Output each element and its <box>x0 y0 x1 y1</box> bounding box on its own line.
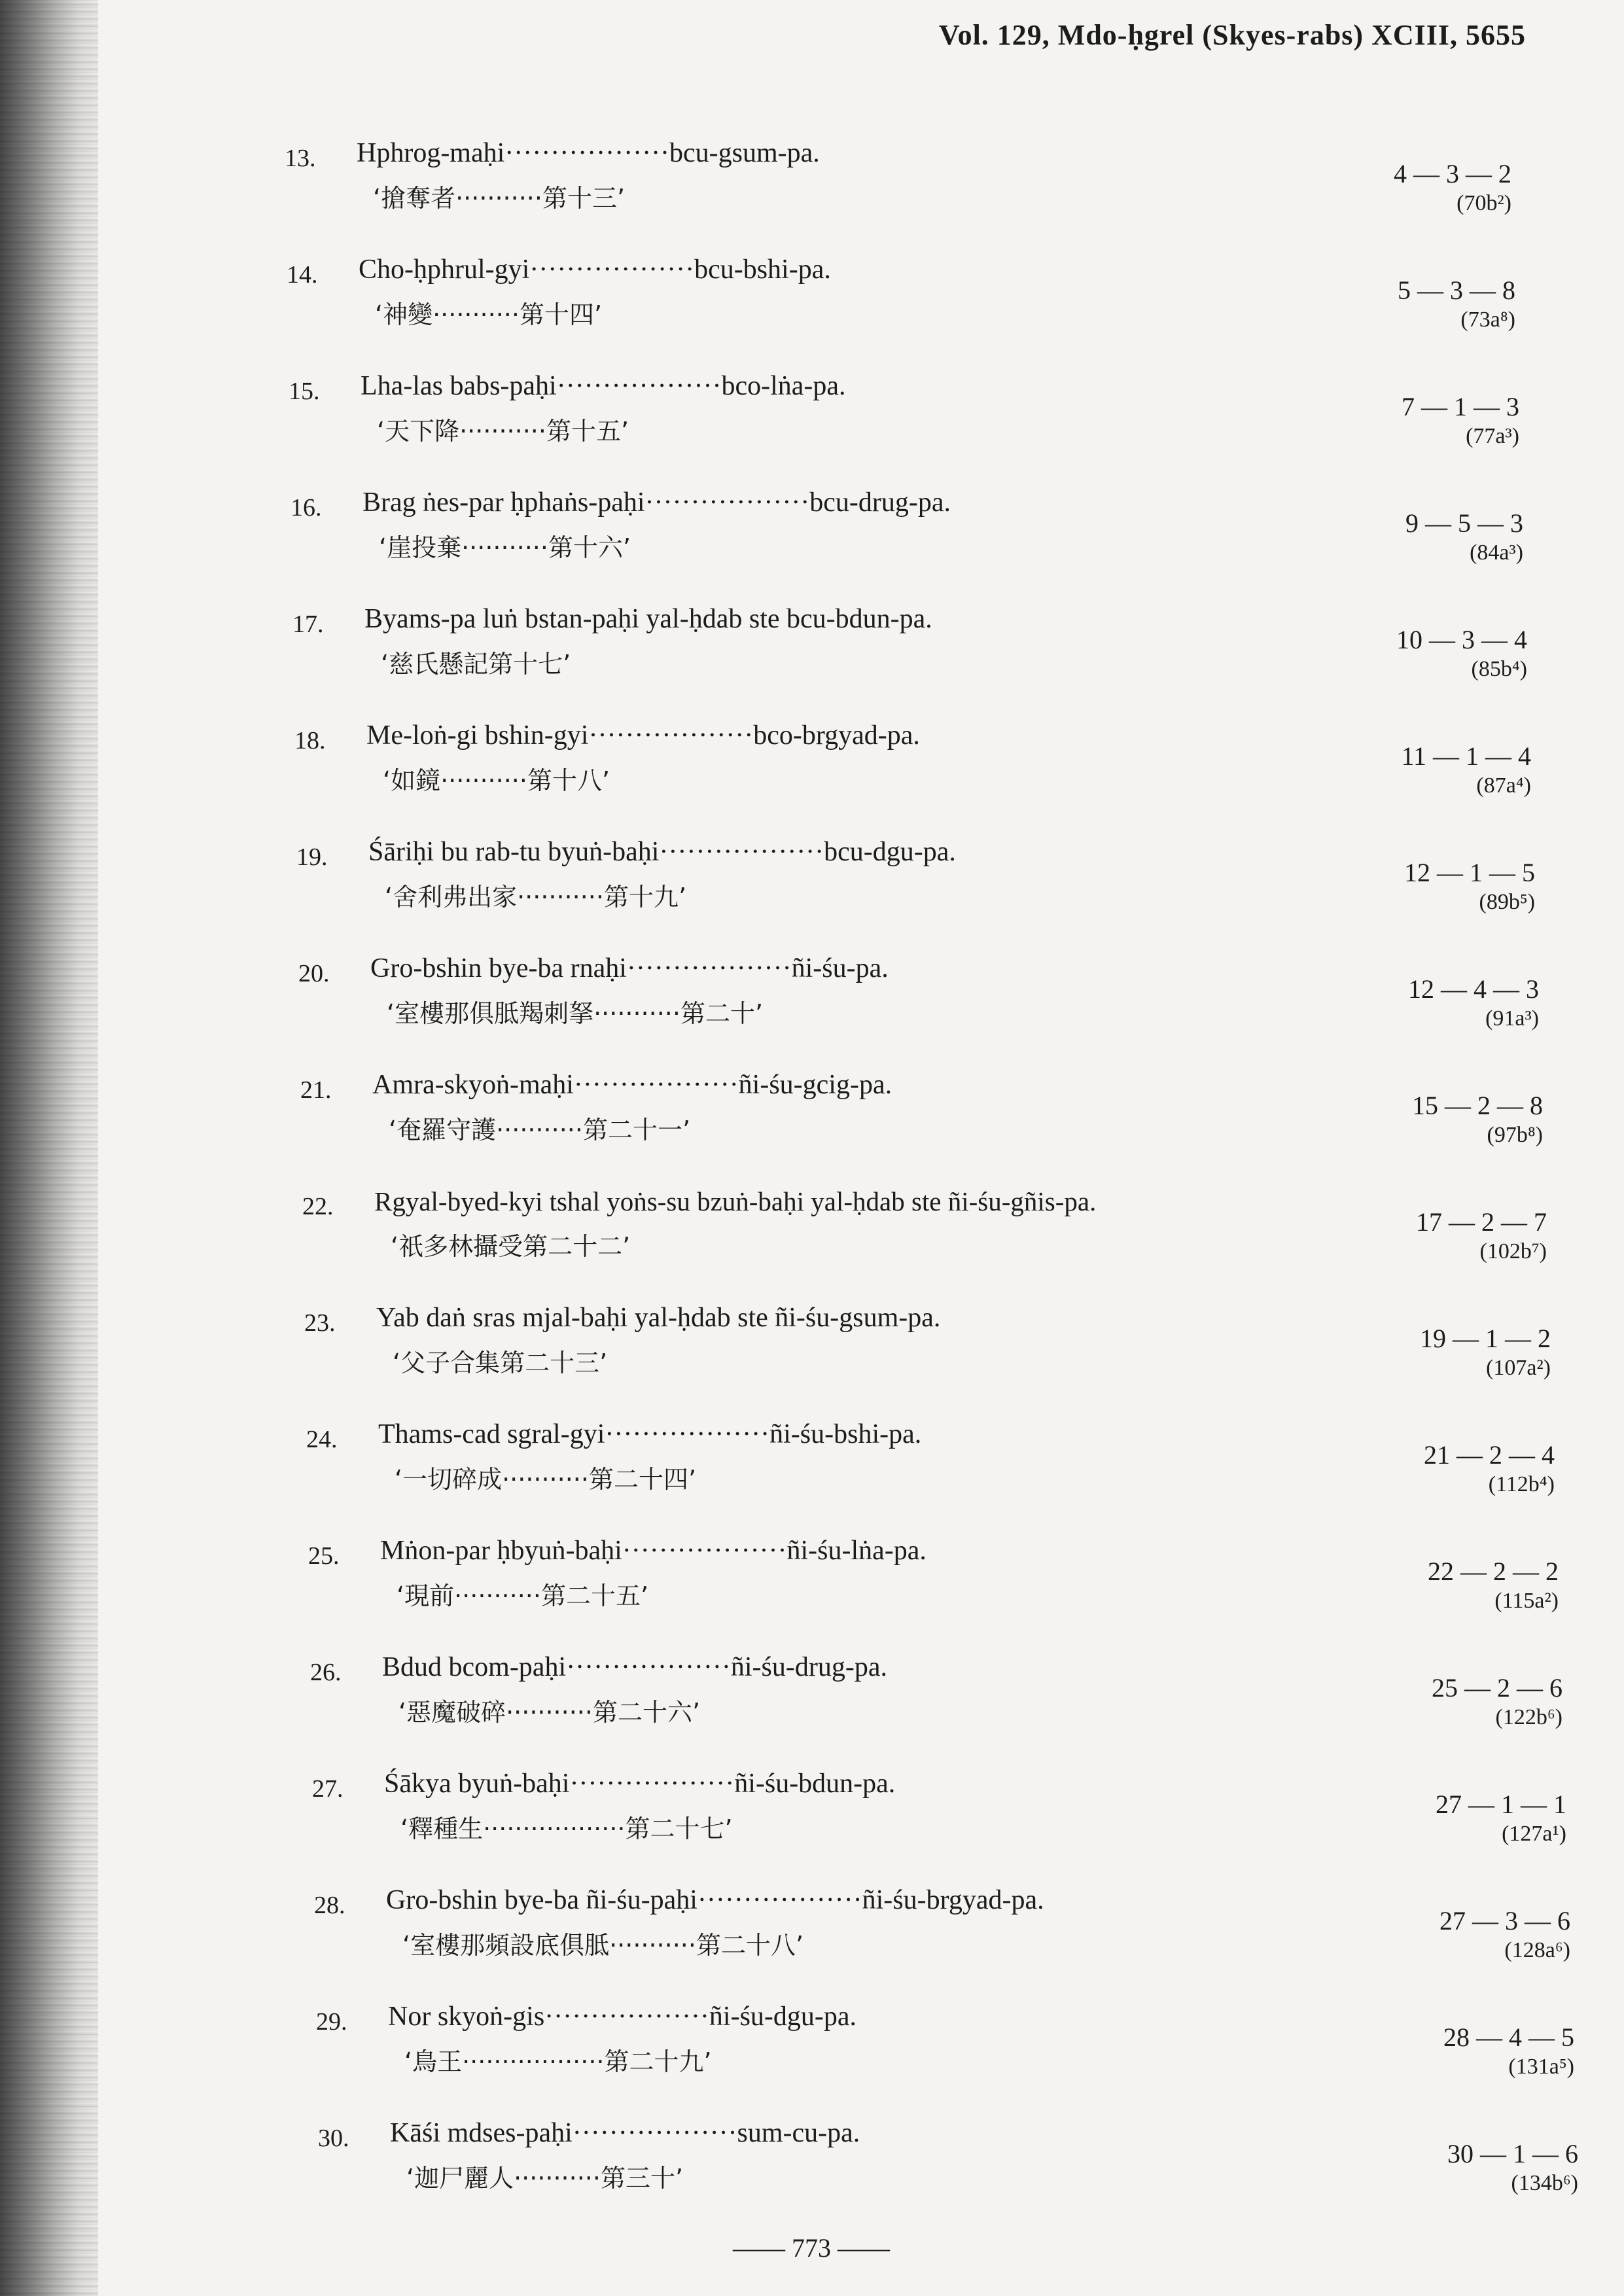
entry-ref: 15 — 2 — 8 <box>1412 1091 1543 1120</box>
entry-number: 17. <box>292 610 324 638</box>
entry-chinese-title: ‘慈氏懸記第十七’ <box>381 650 571 679</box>
entry-26 <box>310 1651 1562 1756</box>
entry-folio: (131a⁵) <box>1508 2055 1574 2079</box>
entry-title: Bdud bcom-paḥi··················ñi-śu-drug-pa. <box>382 1652 887 1682</box>
entry-17 <box>292 603 1527 708</box>
entry-ref: 28 — 4 — 5 <box>1443 2022 1574 2052</box>
entry-number: 28. <box>314 1892 345 1919</box>
entry-28 <box>314 1884 1570 1989</box>
entry-folio: (84a³) <box>1470 540 1523 565</box>
entry-14 <box>287 254 1515 359</box>
entry-folio: (97b⁸) <box>1487 1123 1543 1147</box>
entry-ref: 11 — 1 — 4 <box>1401 741 1531 771</box>
entry-folio: (128a⁶) <box>1504 1938 1570 1962</box>
entry-folio: (115a²) <box>1494 1589 1559 1613</box>
entry-folio: (134b⁶) <box>1511 2171 1578 2195</box>
entry-folio: (70b²) <box>1456 191 1511 215</box>
entry-chinese-title: ‘搶奪者···········第十三’ <box>373 184 626 213</box>
entry-chinese-title: ‘舍利弗出家···········第十九’ <box>385 883 687 911</box>
entry-title: Yab daṅ sras mjal-baḥi yal-ḥdab ste ñi-śu-gsum-pa. <box>376 1303 941 1333</box>
entry-ref: 5 — 3 — 8 <box>1398 275 1515 305</box>
entry-number: 25. <box>308 1542 340 1570</box>
entry-number: 23. <box>304 1309 336 1337</box>
entry-title: Rgyal-byed-kyi tshal yoṅs-su bzuṅ-baḥi yal-ḥdab ste ñi-śu-gñis-pa. <box>374 1186 1097 1216</box>
entry-chinese-title: ‘釋種生··················第二十七’ <box>400 1814 733 1843</box>
entry-ref: 4 — 3 — 2 <box>1394 159 1511 188</box>
entry-title: Mṅon-par ḥbyuṅ-baḥi··················ñi-śu-lṅa-pa. <box>380 1536 927 1566</box>
entry-ref: 9 — 5 — 3 <box>1405 508 1523 538</box>
entry-number: 13. <box>285 145 316 172</box>
entry-ref: 19 — 1 — 2 <box>1420 1324 1551 1353</box>
entry-number: 30. <box>318 2125 349 2152</box>
entry-ref: 7 — 1 — 3 <box>1402 392 1519 421</box>
entry-title: Gro-bshin bye-ba ñi-śu-paḥi··················ñi-śu-brgyad-pa. <box>386 1885 1044 1915</box>
entry-ref: 25 — 2 — 6 <box>1432 1673 1562 1703</box>
entry-25 <box>308 1535 1559 1640</box>
entry-folio: (102b⁷) <box>1479 1239 1547 1263</box>
entry-folio: (91a³) <box>1485 1006 1539 1031</box>
entry-folio: (73a⁸) <box>1460 308 1515 332</box>
entry-folio: (122b⁶) <box>1495 1705 1562 1729</box>
entry-title: Lha-las babs-paḥi··················bco-lṅa-pa. <box>361 371 846 401</box>
entry-chinese-title: ‘室樓那俱胝羯刺拏···········第二十’ <box>387 999 764 1028</box>
entry-ref: 27 — 1 — 1 <box>1436 1790 1566 1819</box>
entry-chinese-title: ‘奄羅守護···········第二十一’ <box>389 1116 691 1144</box>
entry-ref: 12 — 1 — 5 <box>1404 858 1535 887</box>
entry-22 <box>302 1186 1547 1290</box>
entry-ref: 30 — 1 — 6 <box>1447 2139 1578 2168</box>
entry-chinese-title: ‘如鏡···········第十八’ <box>383 766 610 795</box>
entry-number: 22. <box>302 1193 334 1220</box>
entry-number: 21. <box>300 1076 332 1104</box>
entry-title: Śāriḥi bu rab-tu byuṅ-baḥi··················bcu-dgu-pa. <box>368 837 956 867</box>
entry-chinese-title: ‘一切碎成···········第二十四’ <box>395 1465 697 1494</box>
entry-chinese-title: ‘室樓那頻設底俱胝···········第二十八’ <box>402 1931 804 1960</box>
entry-number: 27. <box>312 1775 344 1803</box>
entry-24 <box>306 1419 1555 1523</box>
entry-23 <box>304 1302 1551 1407</box>
entry-29 <box>316 2001 1574 2106</box>
entry-title: Hphrog-maḥi··················bcu-gsum-pa. <box>357 138 820 168</box>
scan-shadow-edge <box>0 0 98 2296</box>
entry-title: Byams-pa luṅ bstan-paḥi yal-ḥdab ste bcu-bdun-pa. <box>364 604 932 634</box>
entry-folio: (112b⁴) <box>1488 1472 1555 1496</box>
entry-ref: 21 — 2 — 4 <box>1424 1440 1555 1470</box>
entry-number: 14. <box>287 261 318 289</box>
entry-title: Amra-skyoṅ-maḥi··················ñi-śu-gcig-pa. <box>372 1070 892 1100</box>
entry-title: Gro-bshin bye-ba rnaḥi··················ñi-śu-pa. <box>370 953 889 983</box>
entry-number: 18. <box>294 727 326 754</box>
entry-number: 24. <box>306 1426 338 1453</box>
page-number: —— 773 —— <box>733 2233 890 2263</box>
entry-title: Cho-ḥphrul-gyi··················bcu-bshi-pa. <box>359 255 831 285</box>
entry-chinese-title: ‘崖投棄···········第十六’ <box>379 533 631 562</box>
entry-chinese-title: ‘祇多林攝受第二十二’ <box>391 1232 631 1261</box>
running-header: Vol. 129, Mdo-ḥgrel (Skyes-rabs) XCIII, 5655 <box>938 19 1526 51</box>
entry-chinese-title: ‘惡魔破碎···········第二十六’ <box>398 1698 701 1727</box>
entry-21 <box>300 1069 1543 1174</box>
entry-number: 15. <box>289 378 320 405</box>
entry-ref: 12 — 4 — 3 <box>1408 974 1539 1004</box>
entry-title: Brag ṅes-par ḥphaṅs-paḥi··················bcu-drug-pa. <box>362 487 951 518</box>
entry-folio: (89b⁵) <box>1479 890 1535 914</box>
entry-number: 20. <box>298 960 330 987</box>
entry-number: 26. <box>310 1659 342 1686</box>
entry-18 <box>294 720 1531 824</box>
entry-ref: 27 — 3 — 6 <box>1439 1906 1570 1935</box>
entry-title: Śākya byuṅ-baḥi··················ñi-śu-bdun-pa. <box>384 1769 896 1799</box>
entry-chinese-title: ‘天下降···········第十五’ <box>377 417 629 446</box>
entry-30 <box>318 2117 1578 2222</box>
entry-27 <box>312 1768 1566 1873</box>
entry-19 <box>296 836 1535 941</box>
entry-number: 29. <box>316 2008 347 2036</box>
entry-chinese-title: ‘鳥王··················第二十九’ <box>404 2047 712 2076</box>
entry-folio: (107a²) <box>1486 1356 1551 1380</box>
entry-title: Thams-cad sgral-gyi··················ñi-śu-bshi-pa. <box>378 1419 922 1449</box>
entry-15 <box>289 370 1519 475</box>
entry-title: Kāśi mdses-paḥi··················sum-cu-pa. <box>390 2118 860 2148</box>
entry-chinese-title: ‘現前···········第二十五’ <box>397 1581 649 1610</box>
entry-number: 19. <box>296 843 328 871</box>
entry-16 <box>291 487 1523 592</box>
entry-number: 16. <box>291 494 322 521</box>
entry-chinese-title: ‘迦尸麗人···········第三十’ <box>406 2164 684 2193</box>
entry-20 <box>298 953 1539 1057</box>
entry-chinese-title: ‘神變···········第十四’ <box>375 300 603 329</box>
entry-ref: 17 — 2 — 7 <box>1416 1207 1547 1237</box>
entry-13 <box>285 137 1511 242</box>
entry-ref: 10 — 3 — 4 <box>1396 625 1527 654</box>
entry-title: Me-loṅ-gi bshin-gyi··················bco-brgyad-pa. <box>366 720 920 751</box>
entry-title: Nor skyoṅ-gis··················ñi-śu-dgu-pa. <box>388 2002 857 2032</box>
entry-folio: (85b⁴) <box>1471 657 1527 681</box>
entry-folio: (77a³) <box>1466 424 1519 448</box>
entry-ref: 22 — 2 — 2 <box>1428 1557 1559 1586</box>
entry-folio: (87a⁴) <box>1476 773 1531 798</box>
entry-folio: (127a¹) <box>1502 1822 1566 1846</box>
entry-chinese-title: ‘父子合集第二十三’ <box>393 1349 608 1377</box>
